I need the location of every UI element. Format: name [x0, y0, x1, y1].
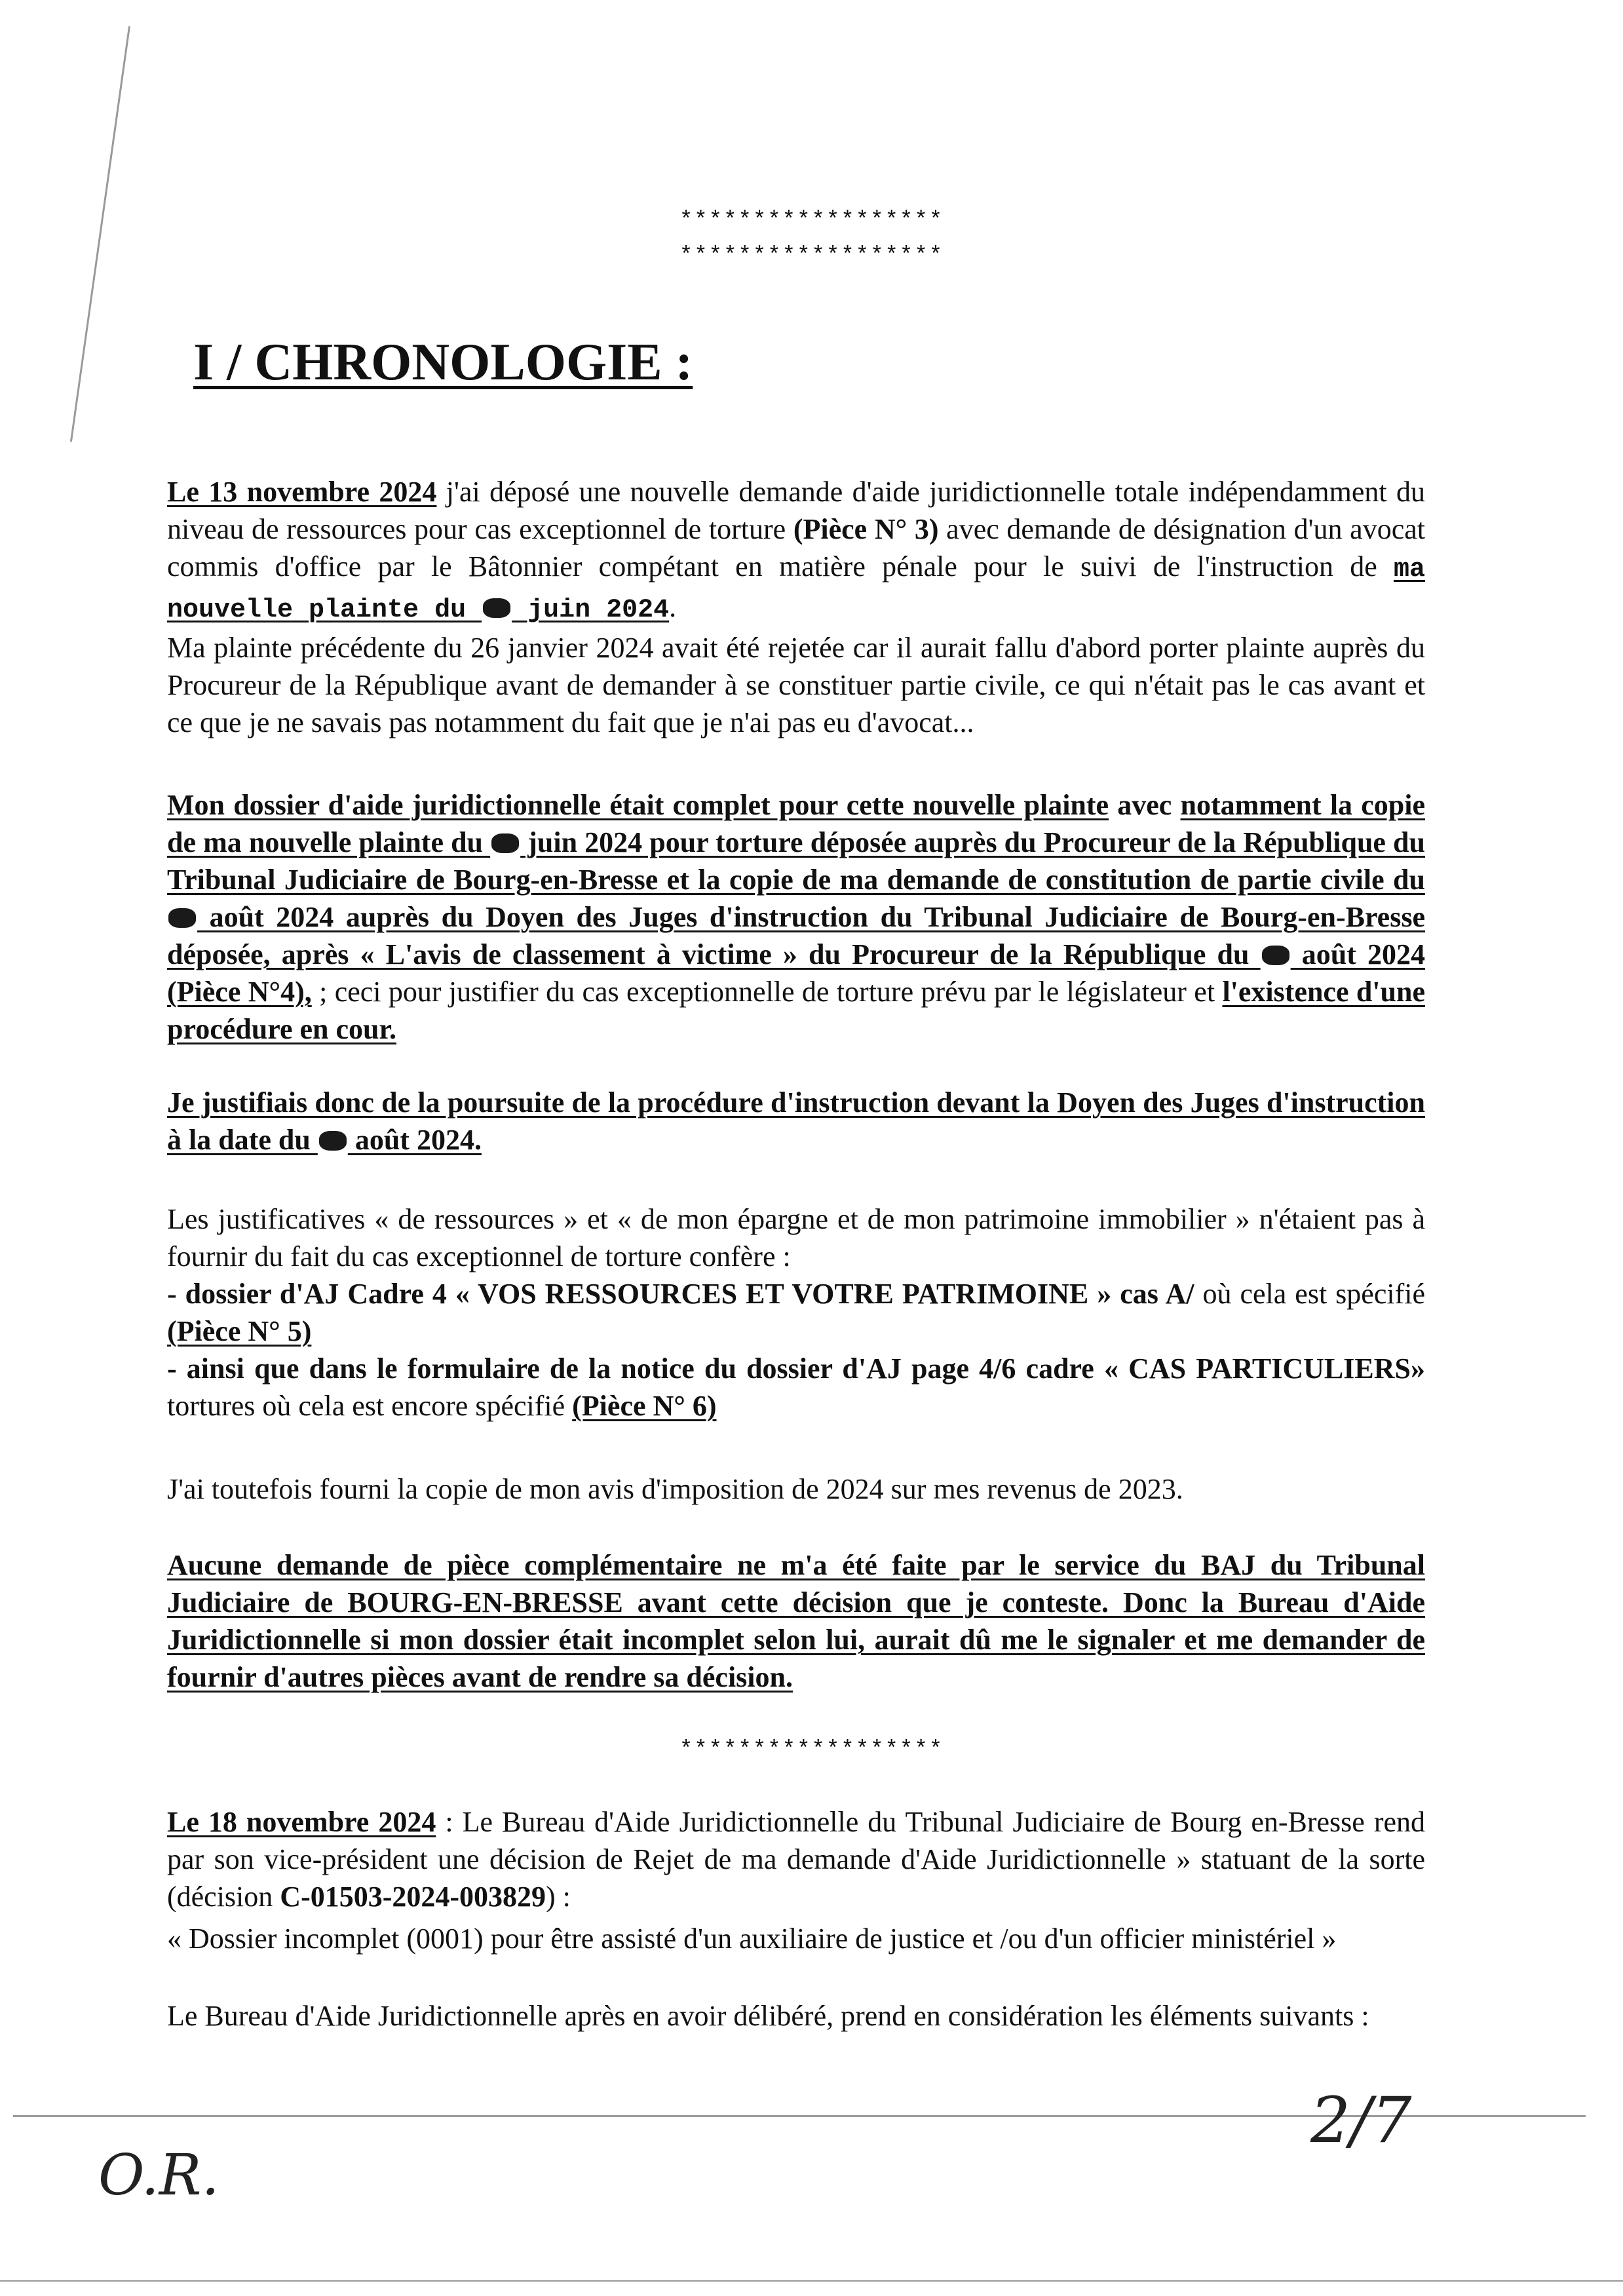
paragraph-6: J'ai toutefois fourni la copie de mon avis d'imposition de 2024 sur mes revenus de 2023. [167, 1473, 1183, 1505]
handwritten-initials: O.R. [98, 2143, 220, 2208]
scan-artifact-left [70, 26, 130, 442]
redaction-mark [319, 1131, 347, 1151]
page-bottom-edge [0, 2280, 1623, 2282]
plainte-ref: ma nouvelle plainte du juin 2024 [167, 555, 1425, 625]
redaction-mark [1262, 946, 1289, 965]
handwritten-page-number: 2/7 [1310, 2084, 1412, 2157]
list-item-1: - dossier d'AJ Cadre 4 « VOS RESSOURCES ET VOTRE PATRIMOINE » cas A/ où cela est spécifié (Pièce N° 5) [167, 1278, 1425, 1347]
separator-stars: ****************** [679, 1738, 944, 1763]
paragraph-5: Les justificatives « de ressources » et « de mon épargne et de mon patrimoine immobilier » n'étaient pas à fournir du fait du cas exceptionnel de torture confère : - dossier d'AJ Cadre 4 « VOS RESSOURCES ET VOTRE PATRIMOINE » cas A/ où cela est spécifié (Pièce N° 5) - ainsi que dans le formulaire de la notice du dossier d'AJ page 4/6 cadre « CAS PARTICULIERS» tortures où cela est encore spécifié (Pièce N° 6) [167, 1200, 1425, 1425]
paragraph-1: Le 13 novembre 2024 j'ai déposé une nouvelle demande d'aide juridictionnelle totale indépendamment du niveau de ressources pour cas exceptionnel de torture (Pièce N° 3) avec demande de désignation d'un avocat commis d'office par le Bâtonnier compétant en matière pénale pour le suivi de l'instruction de ma nouvelle plainte du juin 2024. [167, 476, 1425, 625]
separator-stars: ****************** [679, 208, 944, 233]
paragraph-8: Le 18 novembre 2024 : Le Bureau d'Aide Juridictionnelle du Tribunal Judiciaire de Bourg en-Bresse rend par son vice-président une décision de Rejet de ma demande d'Aide Juridictionnelle » statuant de la sorte (décision C-01503-2024-003829) : [167, 1806, 1426, 1913]
date-13-nov: Le 13 novembre 2024 [167, 476, 437, 508]
paragraph-3: Mon dossier d'aide juridictionnelle était complet pour cette nouvelle plainte avec notamment la copie de ma nouvelle plainte du juin 2024 pour torture déposée auprès du Procureur de la République du Tribunal Judiciaire de Bourg-en-Bresse et la copie de ma demande de constitution de partie civile du août 2024 auprès du Doyen des Juges d'instruction du Tribunal Judiciaire de Bourg-en-Bresse déposée, après « L'avis de classement à victime » du Procureur de la République du août 2024 (Pièce N°4), ; ceci pour justifier du cas exceptionnelle de torture prévu par le législateur et l'existence d'une procédure en cour. [167, 789, 1426, 1045]
date-18-nov: Le 18 novembre 2024 [167, 1806, 436, 1838]
paragraph-9: « Dossier incomplet (0001) pour être assisté d'un auxiliaire de justice et /ou d'un officier ministériel » [167, 1923, 1337, 1955]
redaction-mark [491, 833, 519, 853]
paragraph-2: Ma plainte précédente du 26 janvier 2024 avait été rejetée car il aurait fallu d'abord porter plainte auprès du Procureur de la République avant de demander à se constituer partie civile, ce qui n'était pas le cas avant et ce que je ne savais pas notamment du fait que je n'ai pas eu d'avocat... [167, 632, 1425, 738]
list-item-2: - ainsi que dans le formulaire de la notice du dossier d'AJ page 4/6 cadre « CAS PARTICULIERS» tortures où cela est encore spécifié (Pièce N° 6) [167, 1352, 1425, 1422]
redaction-mark [168, 908, 196, 928]
piece-3-ref: (Pièce N° 3) [793, 513, 939, 545]
separator-stars: ****************** [679, 244, 944, 269]
paragraph-10: Le Bureau d'Aide Juridictionnelle après en avoir délibéré, prend en considération les éléments suivants : [167, 2000, 1369, 2032]
section-title: I / CHRONOLOGIE : [193, 334, 693, 391]
paragraph-7: Aucune demande de pièce complémentaire ne m'a été faite par le service du BAJ du Tribunal Judiciaire de BOURG-EN-BRESSE avant cette décision que je conteste. Donc la Bureau d'Aide Juridictionnelle si mon dossier était incomplet selon lui, aurait dû me le signaler et me demander de fournir d'autres pièces avant de rendre sa décision. [167, 1549, 1425, 1693]
decision-number: C-01503-2024-003829 [280, 1881, 546, 1913]
paragraph-4: Je justifiais donc de la poursuite de la procédure d'instruction devant la Doyen des Juges d'instruction à la date du août 2024. [167, 1086, 1425, 1156]
redaction-mark [483, 598, 510, 618]
